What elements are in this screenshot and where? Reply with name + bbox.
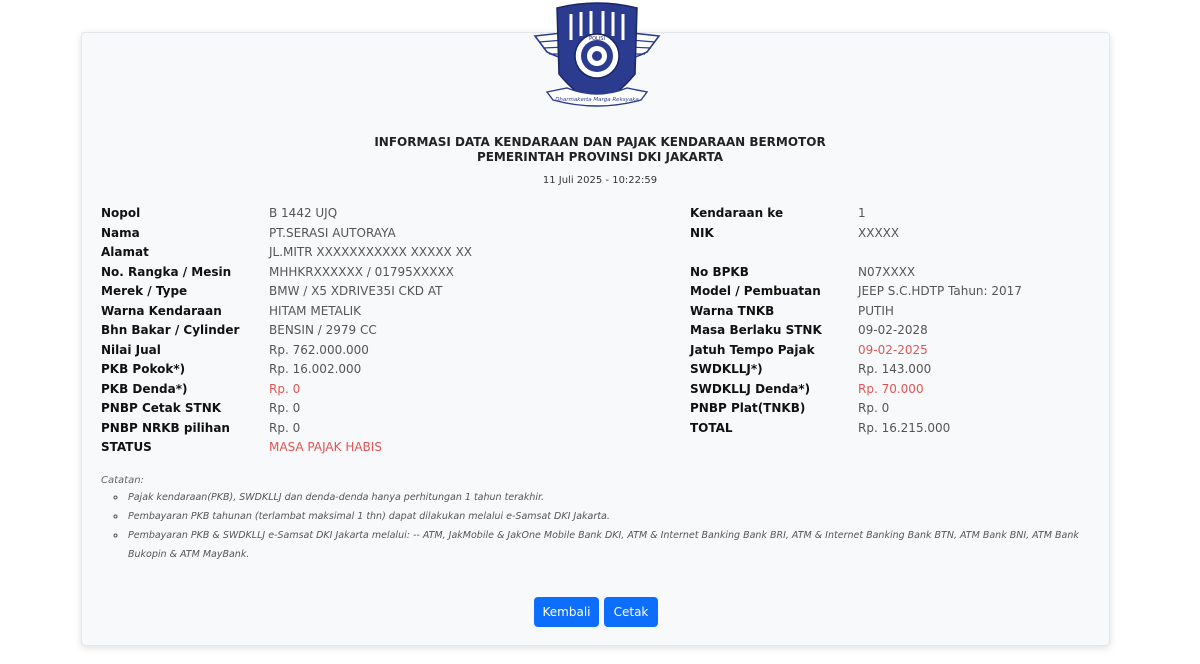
field-label: Warna Kendaraan — [101, 303, 222, 318]
page-subtitle: PEMERINTAH PROVINSI DKI JAKARTA — [476, 150, 724, 164]
field-label: Merek / Type — [101, 284, 188, 298]
field-label: PNBP Cetak STNK — [101, 401, 222, 415]
field-value: Rp. 16.215.000 — [858, 420, 951, 435]
field-value: HITAM METALIK — [269, 303, 361, 318]
field-label: SWDKLLJ*) — [690, 362, 763, 376]
field-label: PNBP Plat(TNKB) — [690, 401, 806, 415]
field-label: PKB Pokok*) — [101, 362, 186, 376]
page-title: INFORMASI DATA KENDARAAN DAN PAJAK KENDARAAN BERMOTOR — [374, 135, 826, 149]
field-value: 09-02-2028 — [858, 323, 928, 337]
field-label: Warna TNKB — [690, 303, 775, 318]
field-value: Rp. 0 — [269, 401, 301, 415]
field-label: Bhn Bakar / Cylinder — [101, 323, 240, 337]
field-label: PKB Denda*) — [101, 381, 188, 396]
field-value: PT.SERASI AUTORAYA — [269, 225, 396, 240]
field-label: Jatuh Tempo Pajak — [690, 342, 815, 357]
timestamp: 11 Juli 2025 - 10:22:59 — [542, 175, 658, 186]
field-value: B 1442 UJQ — [269, 206, 338, 220]
notes-list — [101, 488, 1116, 564]
field-label: No. Rangka / Mesin — [101, 264, 232, 279]
field-value: XXXXX — [858, 225, 900, 240]
field-value: PUTIH — [858, 303, 894, 318]
field-label: SWDKLLJ Denda*) — [690, 381, 811, 396]
note-item: ◦ Pajak kendaraan(PKB), SWDKLLJ dan denda-denda hanya perhitungan 1 tahun terakhir. — [126, 488, 1116, 507]
field-value: Rp. 70.000 — [858, 381, 924, 396]
field-value: Rp. 762.000.000 — [269, 342, 369, 357]
field-label: Kendaraan ke — [690, 206, 784, 220]
field-value: 09-02-2025 — [858, 342, 928, 357]
field-value: BMW / X5 XDRIVE35I CKD AT — [269, 284, 443, 298]
field-label: Nama — [101, 225, 140, 240]
notes-heading: Catatan: — [101, 475, 144, 486]
field-label: TOTAL — [690, 420, 733, 435]
police-emblem-icon — [527, 0, 667, 112]
field-value: MASA PAJAK HABIS — [269, 440, 382, 454]
field-label: NIK — [690, 225, 714, 240]
field-value: JEEP S.C.HDTP Tahun: 2017 — [858, 284, 1022, 298]
field-value: Rp. 143.000 — [858, 362, 932, 376]
field-value: 1 — [858, 206, 866, 220]
field-value: Rp. 0 — [858, 401, 890, 415]
field-label: Masa Berlaku STNK — [690, 323, 822, 337]
field-label: STATUS — [101, 440, 152, 454]
field-label: Model / Pembuatan — [690, 284, 821, 298]
field-label: PNBP NRKB pilihan — [101, 420, 230, 435]
field-label: Alamat — [101, 245, 149, 259]
note-item: ◦ Pembayaran PKB tahunan (terlambat maksimal 1 thn) dapat dilakukan melalui e-Samsat DKI Jakarta. — [126, 507, 1116, 526]
field-value: Rp. 0 — [269, 420, 301, 435]
field-label: Nilai Jual — [101, 342, 161, 357]
field-value: N07XXXX — [858, 264, 916, 279]
emblem-ribbon-text: Dharmakerta Marga Reksyaka — [555, 97, 639, 103]
field-value: BENSIN / 2979 CC — [269, 323, 377, 337]
field-value: Rp. 16.002.000 — [269, 362, 362, 376]
note-item: ◦ Pembayaran PKB & SWDKLLJ e-Samsat DKI Jakarta melalui: -- ATM, JakMobile & JakOne Mobile Bank DKI, ATM & Internet Banking Bank BRI, ATM & Internet Banking Bank BTN, ATM Bank BNI, ATM Bank Bukopin & ATM MayBank. — [126, 526, 1116, 564]
field-label: No BPKB — [690, 264, 749, 279]
field-label: Nopol — [101, 206, 141, 220]
field-value: MHHKRXXXXXX / 01795XXXXX — [269, 264, 454, 279]
print-button[interactable]: Cetak — [604, 597, 658, 627]
field-value: Rp. 0 — [269, 381, 301, 396]
field-value: JL.MITR XXXXXXXXXXX XXXXX XX — [269, 245, 473, 259]
emblem-top-text: POLISI — [589, 36, 605, 42]
back-button[interactable]: Kembali — [534, 597, 599, 627]
